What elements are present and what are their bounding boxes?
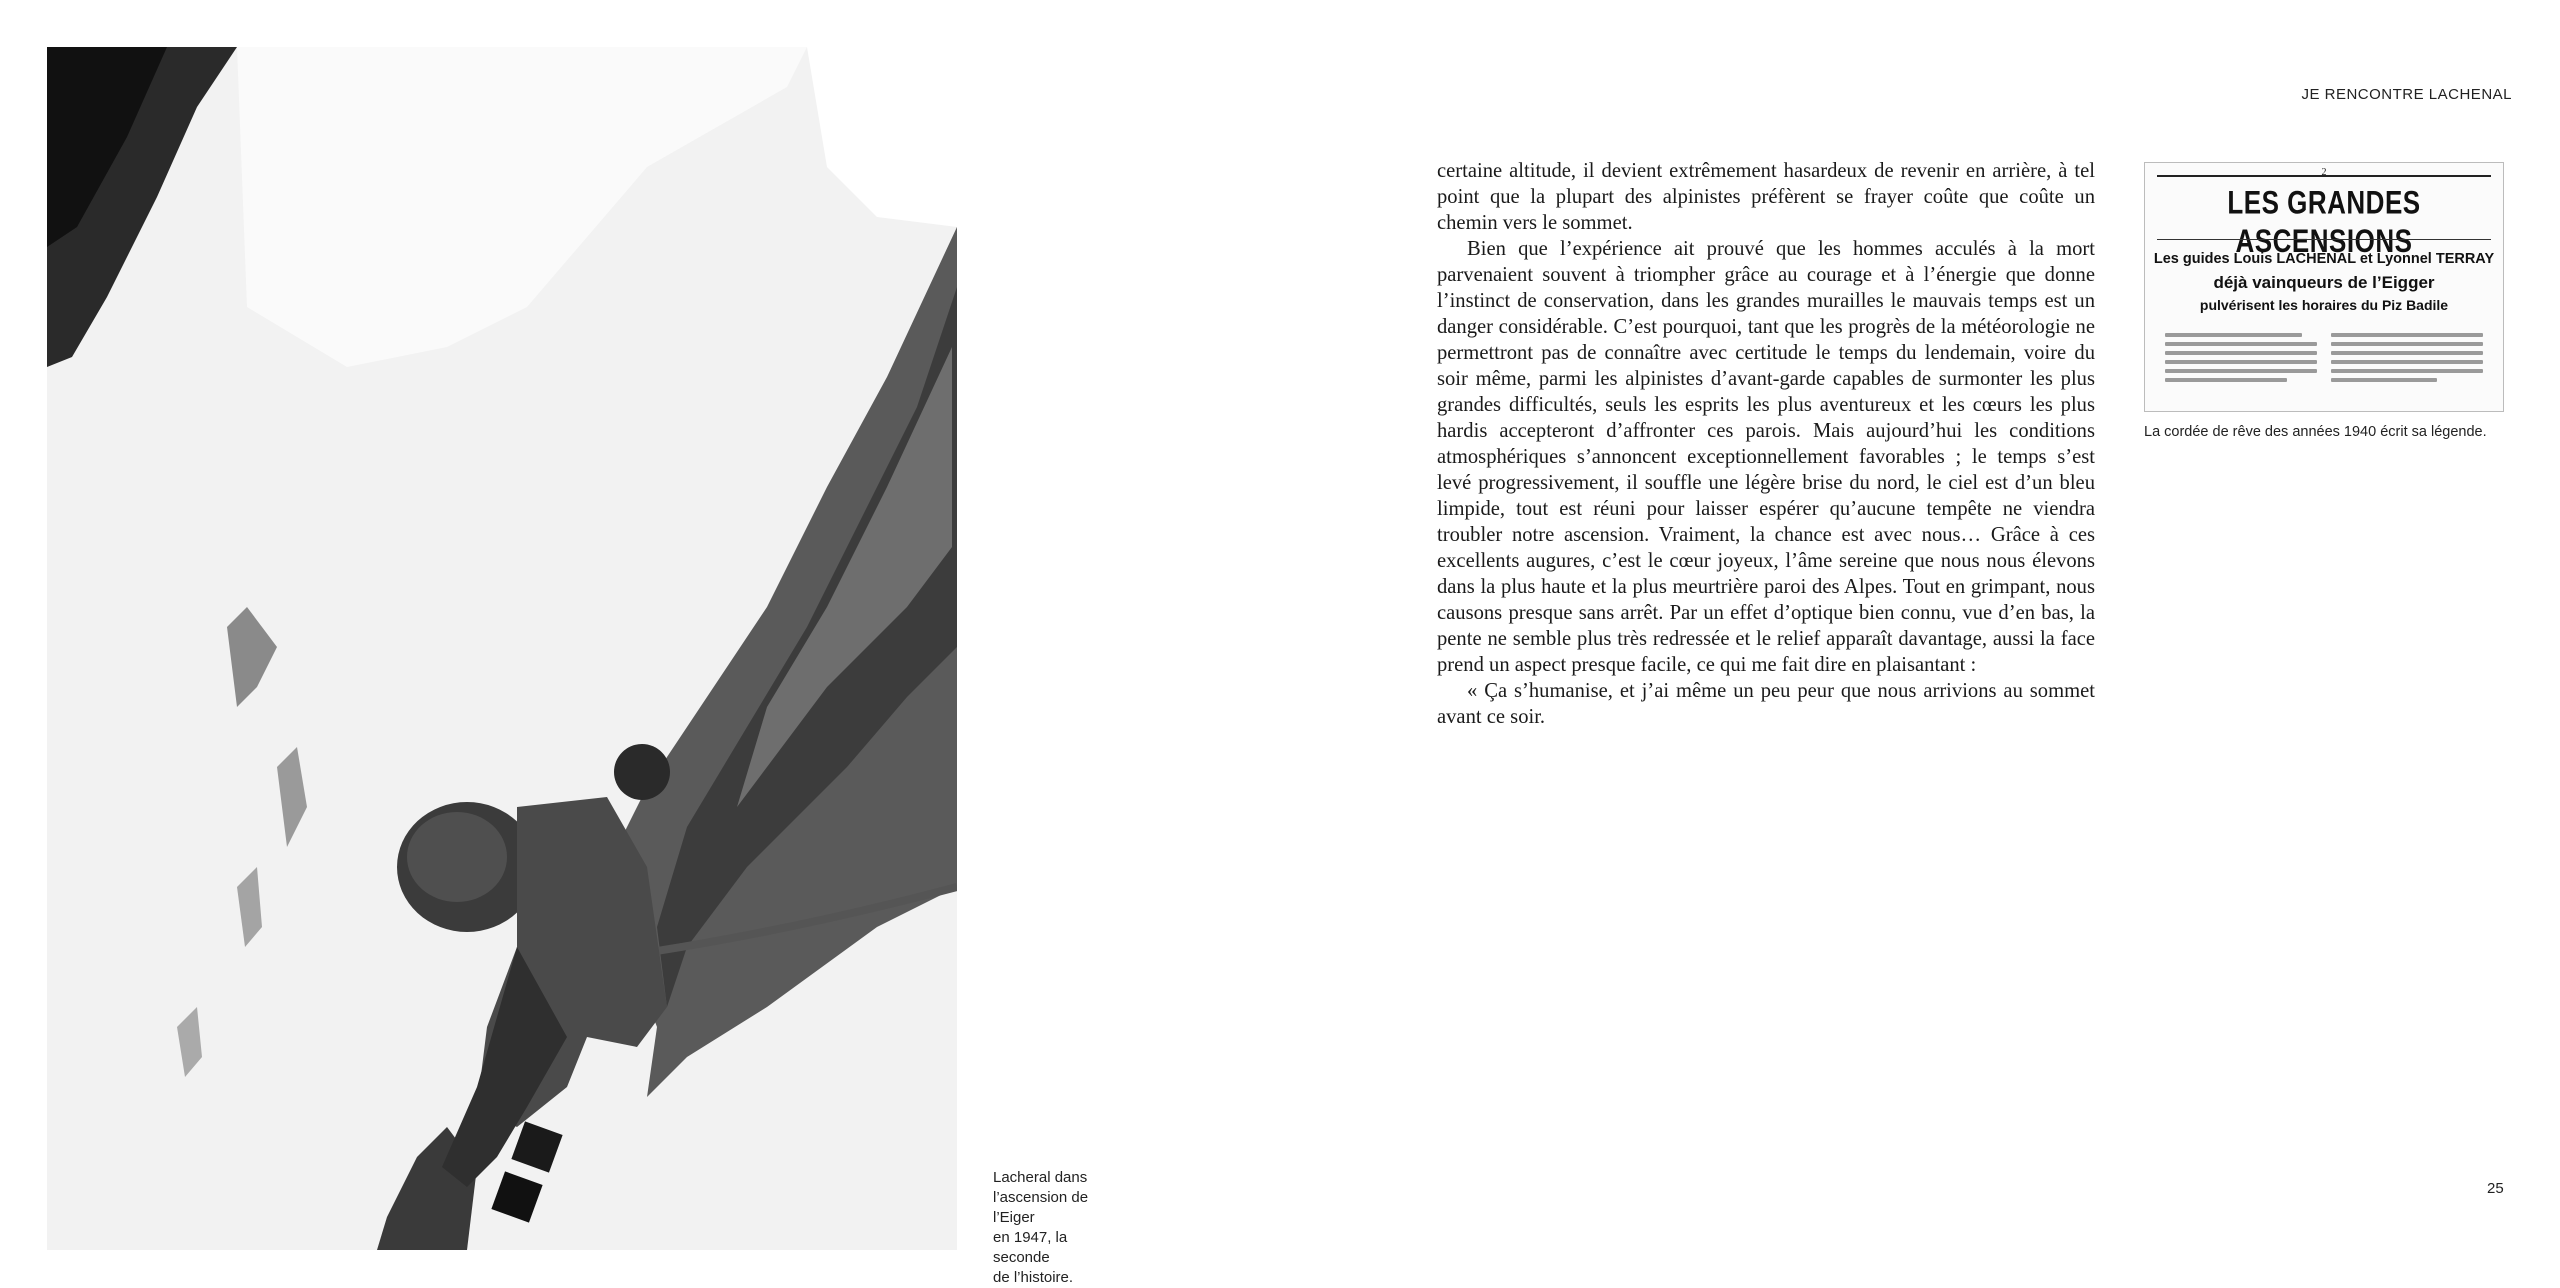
paragraph: Bien que l’expérience ait prouvé que les hommes acculés à la mort parvenaient souvent à triompher grâce au courage et à l’énergie que donne l’instinct de conservation, dans les grandes murailles le mauvais temps est un danger considérable. C’est pourquoi, tant que les progrès de la météorologie ne permettront pas de connaître avec certitude le temps du lendemain, voire du soir même, parmi les alpinistes d’avant-garde capables de surmonter les plus grandes difficultés, seuls les esprits les plus aventureux et les cœurs les plus hardis accepteront d’affronter ces parois. Mais aujourd’hui les conditions atmosphériques s’annoncent exceptionnellement favorables ; le temps s’est levé progressivement, il souffle une légère brise du nord, le ciel est d’un bleu limpide, tout est réuni pour laisser espérer qu’aucune tempête ne viendra troubler notre ascension. Vraiment, la chance est avec nous… Grâce à ces excellents augures, c’est le cœur joyeux, l’âme sereine que nous nous élevons dans la plus haute et la plus meurtrière paroi des Alpes. Tout en grimpant, nous causons presque sans arrêt. Par un effet d’optique bien connu, vue d’en bas, la pente ne semble plus très redressée et le relief apparaît davantage, aussi la face prend un aspect presque facile, ce qui me fait dire en plaisantant :	[1437, 238, 2095, 676]
photo-caption-line: en 1947, la seconde	[993, 1229, 1068, 1266]
clipping-title: LES GRANDES ASCENSIONS	[2227, 183, 2421, 260]
clipping-number: 2	[2321, 167, 2327, 178]
photo-caption	[993, 1168, 1123, 1288]
photo-caption-line: de l’histoire.	[993, 1269, 1074, 1286]
climber-photo	[47, 47, 957, 1250]
climber-photo-icon	[47, 47, 957, 1250]
paragraph: certaine altitude, il devient extrêmement hasardeux de revenir en arrière, à tel point que la plupart des alpinistes préfèrent se frayer coûte que coûte un chemin vers le sommet.	[1437, 160, 2095, 234]
clipping-subtitle: Les guides Louis LACHENAL et Lyonnel TERRAY	[2153, 251, 2495, 267]
photo-caption-line: l’ascension de l’Eiger	[993, 1189, 1089, 1226]
running-head: JE RENCONTRE LACHENAL	[2301, 86, 2512, 103]
page-number: 25	[2487, 1180, 2504, 1197]
clipping-subtitle: déjà vainqueurs de l’Eigger	[2213, 273, 2435, 292]
body-text	[1437, 158, 2095, 730]
newspaper-clipping	[2144, 162, 2504, 412]
clipping-caption: La cordée de rêve des années 1940 écrit sa légende.	[2144, 424, 2487, 440]
clipping-column	[2331, 333, 2483, 403]
clipping-rule	[2157, 239, 2491, 240]
clipping-column	[2165, 333, 2317, 403]
clipping-columns	[2165, 333, 2483, 403]
clipping-subtitle: pulvérisent les horaires du Piz Badile	[2199, 297, 2449, 313]
photo-caption-line: Lacheral dans	[993, 1169, 1088, 1186]
paragraph: « Ça s’humanise, et j’ai même un peu peur que nous arrivions au sommet avant ce soir.	[1437, 680, 2095, 728]
